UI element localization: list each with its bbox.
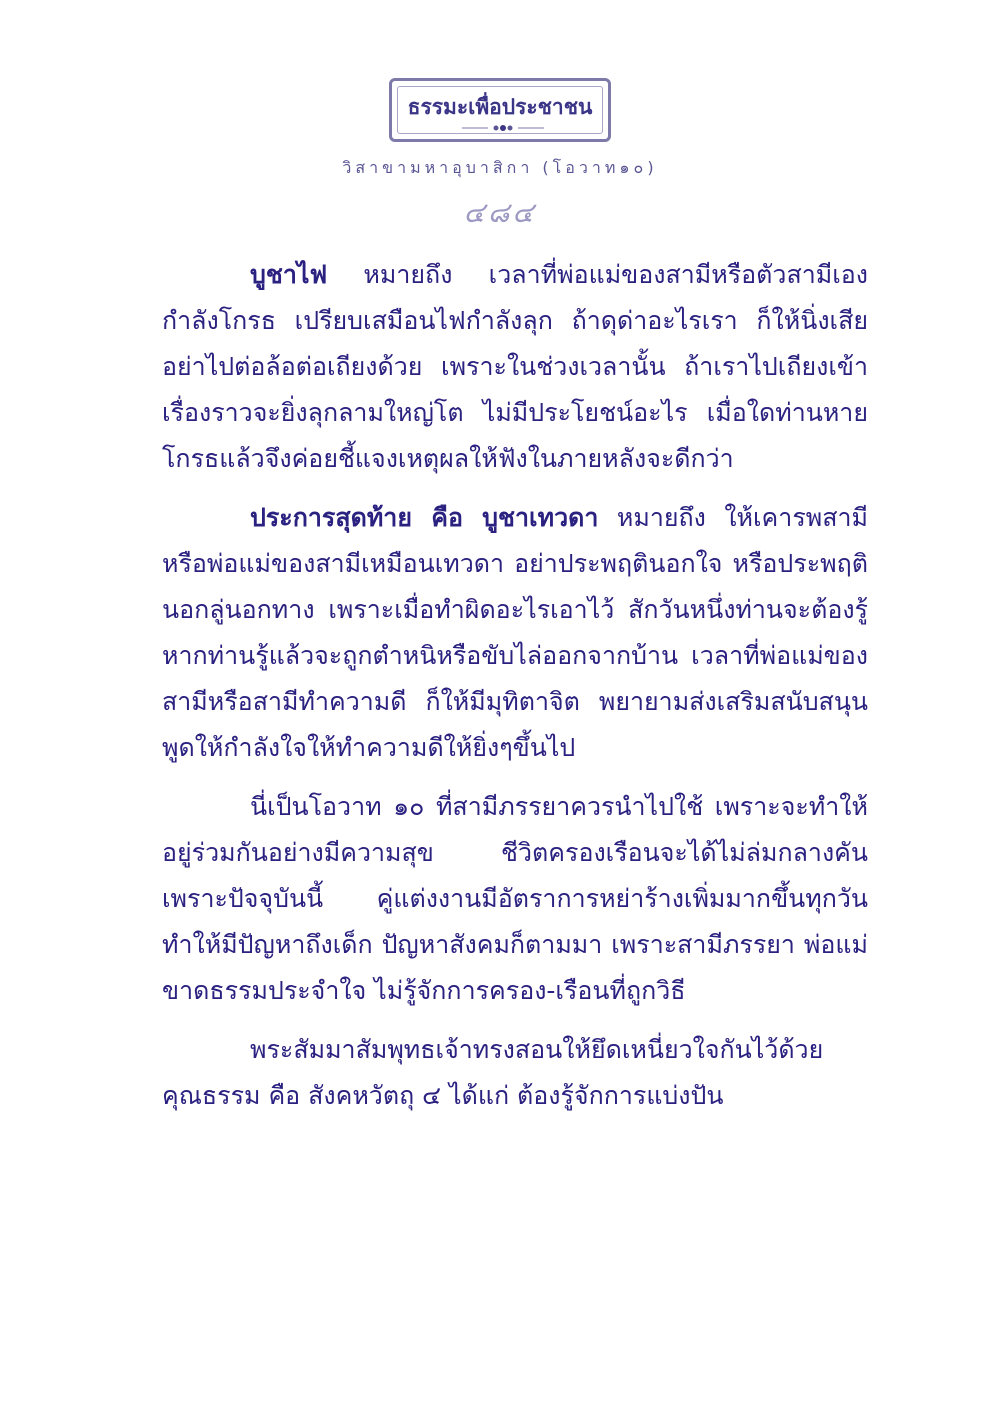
paragraph-4 <box>162 1027 868 1119</box>
paragraph-text: พระสัมมาสัมพุทธเจ้าทรงสอนให้ยึดเหนี่ยวใจกันไว้ด้วยคุณธรรม คือ สังคหวัตถุ ๔ ได้แก่ ต้องรู้จักการแบ่งปัน <box>162 1035 824 1110</box>
page-number: ๔๘๔ <box>463 196 537 229</box>
paragraph-3 <box>162 784 868 1014</box>
paragraph-text: นี่เป็นโอวาท ๑๐ ที่สามีภรรยาควรนำไปใช้ เพราะจะทำให้อยู่ร่วมกันอย่างมีความสุข ชีวิตครองเรือนจะได้ไม่ล่มกลางคัน เพราะปัจจุบันนี้ คู่แต่งงานมีอัตราการหย่าร้างเพิ่มมากขึ้นทุกวัน ทำให้มีปัญหาถึงเด็ก ปัญหาสังคมก็ตามมา เพราะสามีภรรยา พ่อแม่ขาดธรรมประจำใจ ไม่รู้จักการครอง-เรือนที่ถูกวิธี <box>162 792 868 1005</box>
logo-text: ธรรมะเพื่อประชาชน <box>407 94 593 119</box>
paragraph-text: หมายถึง ให้เคารพสามีหรือพ่อแม่ของสามีเหมือนเทวดา อย่าประพฤตินอกใจ หรือประพฤตินอกลู่นอกทาง เพราะเมื่อทำผิดอะไรเอาไว้ สักวันหนึ่งท่านจะต้องรู้ หากท่านรู้แล้วจะถูกตำหนิหรือขับไล่ออกจากบ้าน เวลาที่พ่อแม่ของสามีหรือสามีทำความดี ก็ให้มีมุทิตาจิต พยายามส่งเสริมสนับสนุน พูดให้กำลังใจให้ทำความดีให้ยิ่งๆขึ้นไป <box>162 503 868 762</box>
body-text <box>162 252 868 1132</box>
paragraph-1 <box>162 252 868 482</box>
paragraph-2 <box>162 495 868 771</box>
running-title: วิสาขามหาอุบาสิกา (โอวาท๑๐) <box>342 158 658 177</box>
book-logo <box>389 78 611 142</box>
paragraph-lead: ประการสุดท้าย คือ บูชาเทวดา <box>250 503 599 532</box>
paragraph-lead: บูชาไฟ <box>250 260 328 289</box>
paragraph-text: หมายถึง เวลาที่พ่อแม่ของสามีหรือตัวสามีเองกำลังโกรธ เปรียบเสมือนไฟกำลังลุก ถ้าดุด่าอะไรเรา ก็ให้นิ่งเสีย อย่าไปต่อล้อต่อเถียงด้วย เพราะในช่วงเวลานั้น ถ้าเราไปเถียงเข้า เรื่องราวจะยิ่งลุกลามใหญ่โต ไม่มีประโยชน์อะไร เมื่อใดท่านหายโกรธแล้วจึงค่อยชี้แจงเหตุผลให้ฟังในภายหลังจะดีกว่า <box>162 260 868 473</box>
page-header <box>0 78 1000 235</box>
ornament-icon <box>392 123 614 133</box>
